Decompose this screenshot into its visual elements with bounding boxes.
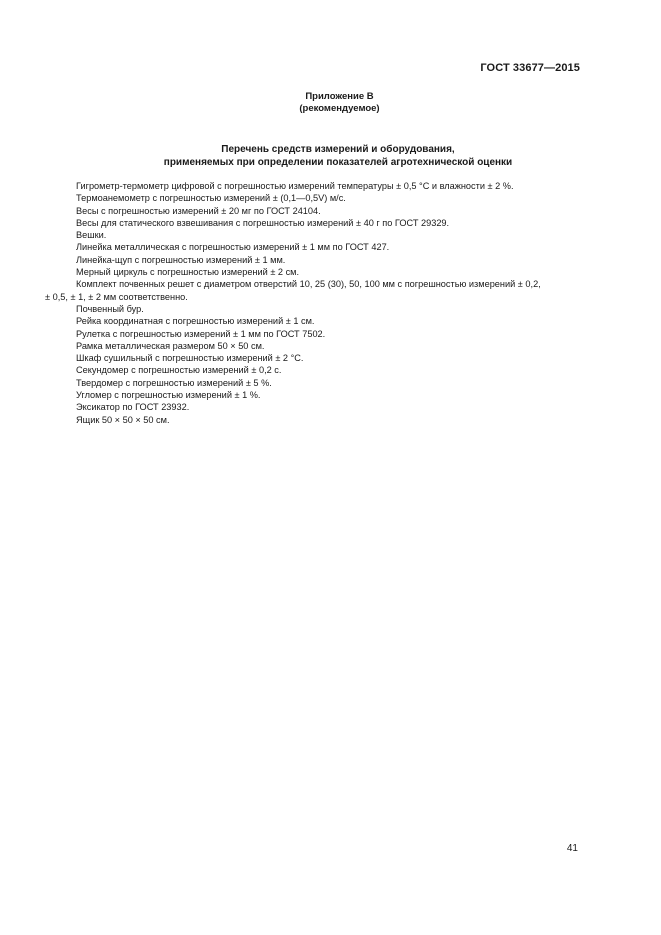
appendix-status: (рекомендуемое) [299, 103, 380, 114]
list-item: Линейка металлическая с погрешностью измерений ± 1 мм по ГОСТ 427. [76, 242, 390, 253]
section-title-line-1: Перечень средств измерений и оборудования, [221, 144, 455, 155]
appendix-heading [0, 91, 661, 115]
equipment-list [0, 180, 661, 426]
document-id: ГОСТ 33677—2015 [480, 62, 580, 74]
section-title-line-2: применяемых при определении показателей агротехнической оценки [163, 157, 513, 168]
list-item: Весы для статического взвешивания с погрешностью измерений ± 40 г по ГОСТ 29329. [76, 217, 450, 228]
section-title [0, 143, 661, 169]
list-item-text: Комплект почвенных решет с диаметром отверстий 10, 25 (30), 50, 100 мм с погрешностью измерений ± 0,2, [76, 279, 541, 290]
page-number: 41 [566, 843, 578, 854]
list-item: Термоанемометр с погрешностью измерений ± (0,1—0,5V) м/с. [76, 193, 346, 204]
list-item: Мерный циркуль с погрешностью измерений ± 2 см. [76, 267, 300, 278]
list-item: Рейка координатная с погрешностью измерений ± 1 см. [76, 316, 315, 327]
list-item: Вешки. [76, 230, 107, 241]
list-item-sieves [0, 278, 661, 303]
list-item-continuation: ± 0,5, ± 1, ± 2 мм соответственно. [45, 291, 188, 302]
list-item: Шкаф сушильный с погрешностью измерений ± 2 °С. [76, 353, 304, 364]
list-item: Весы с погрешностью измерений ± 20 мг по ГОСТ 24104. [76, 205, 321, 216]
list-item: Линейка-щуп с погрешностью измерений ± 1 мм. [76, 254, 286, 265]
list-item: Угломер с погрешностью измерений ± 1 %. [76, 390, 261, 401]
appendix-label: Приложение В [305, 91, 374, 102]
list-item: Рамка металлическая размером 50 × 50 см. [76, 340, 265, 351]
list-item: Почвенный бур. [76, 303, 144, 314]
list-item: Гигрометр-термометр цифровой с погрешностью измерений температуры ± 0,5 °С и влажности ± 2 %. [76, 181, 514, 191]
list-item: Ящик 50 × 50 × 50 см. [76, 414, 170, 425]
list-item: Секундомер с погрешностью измерений ± 0,2 с. [76, 365, 282, 376]
list-item: Эксикатор по ГОСТ 23932. [76, 402, 190, 413]
list-item: Твердомер с погрешностью измерений ± 5 %. [76, 377, 272, 388]
list-item: Рулетка с погрешностью измерений ± 1 мм по ГОСТ 7502. [76, 328, 326, 339]
